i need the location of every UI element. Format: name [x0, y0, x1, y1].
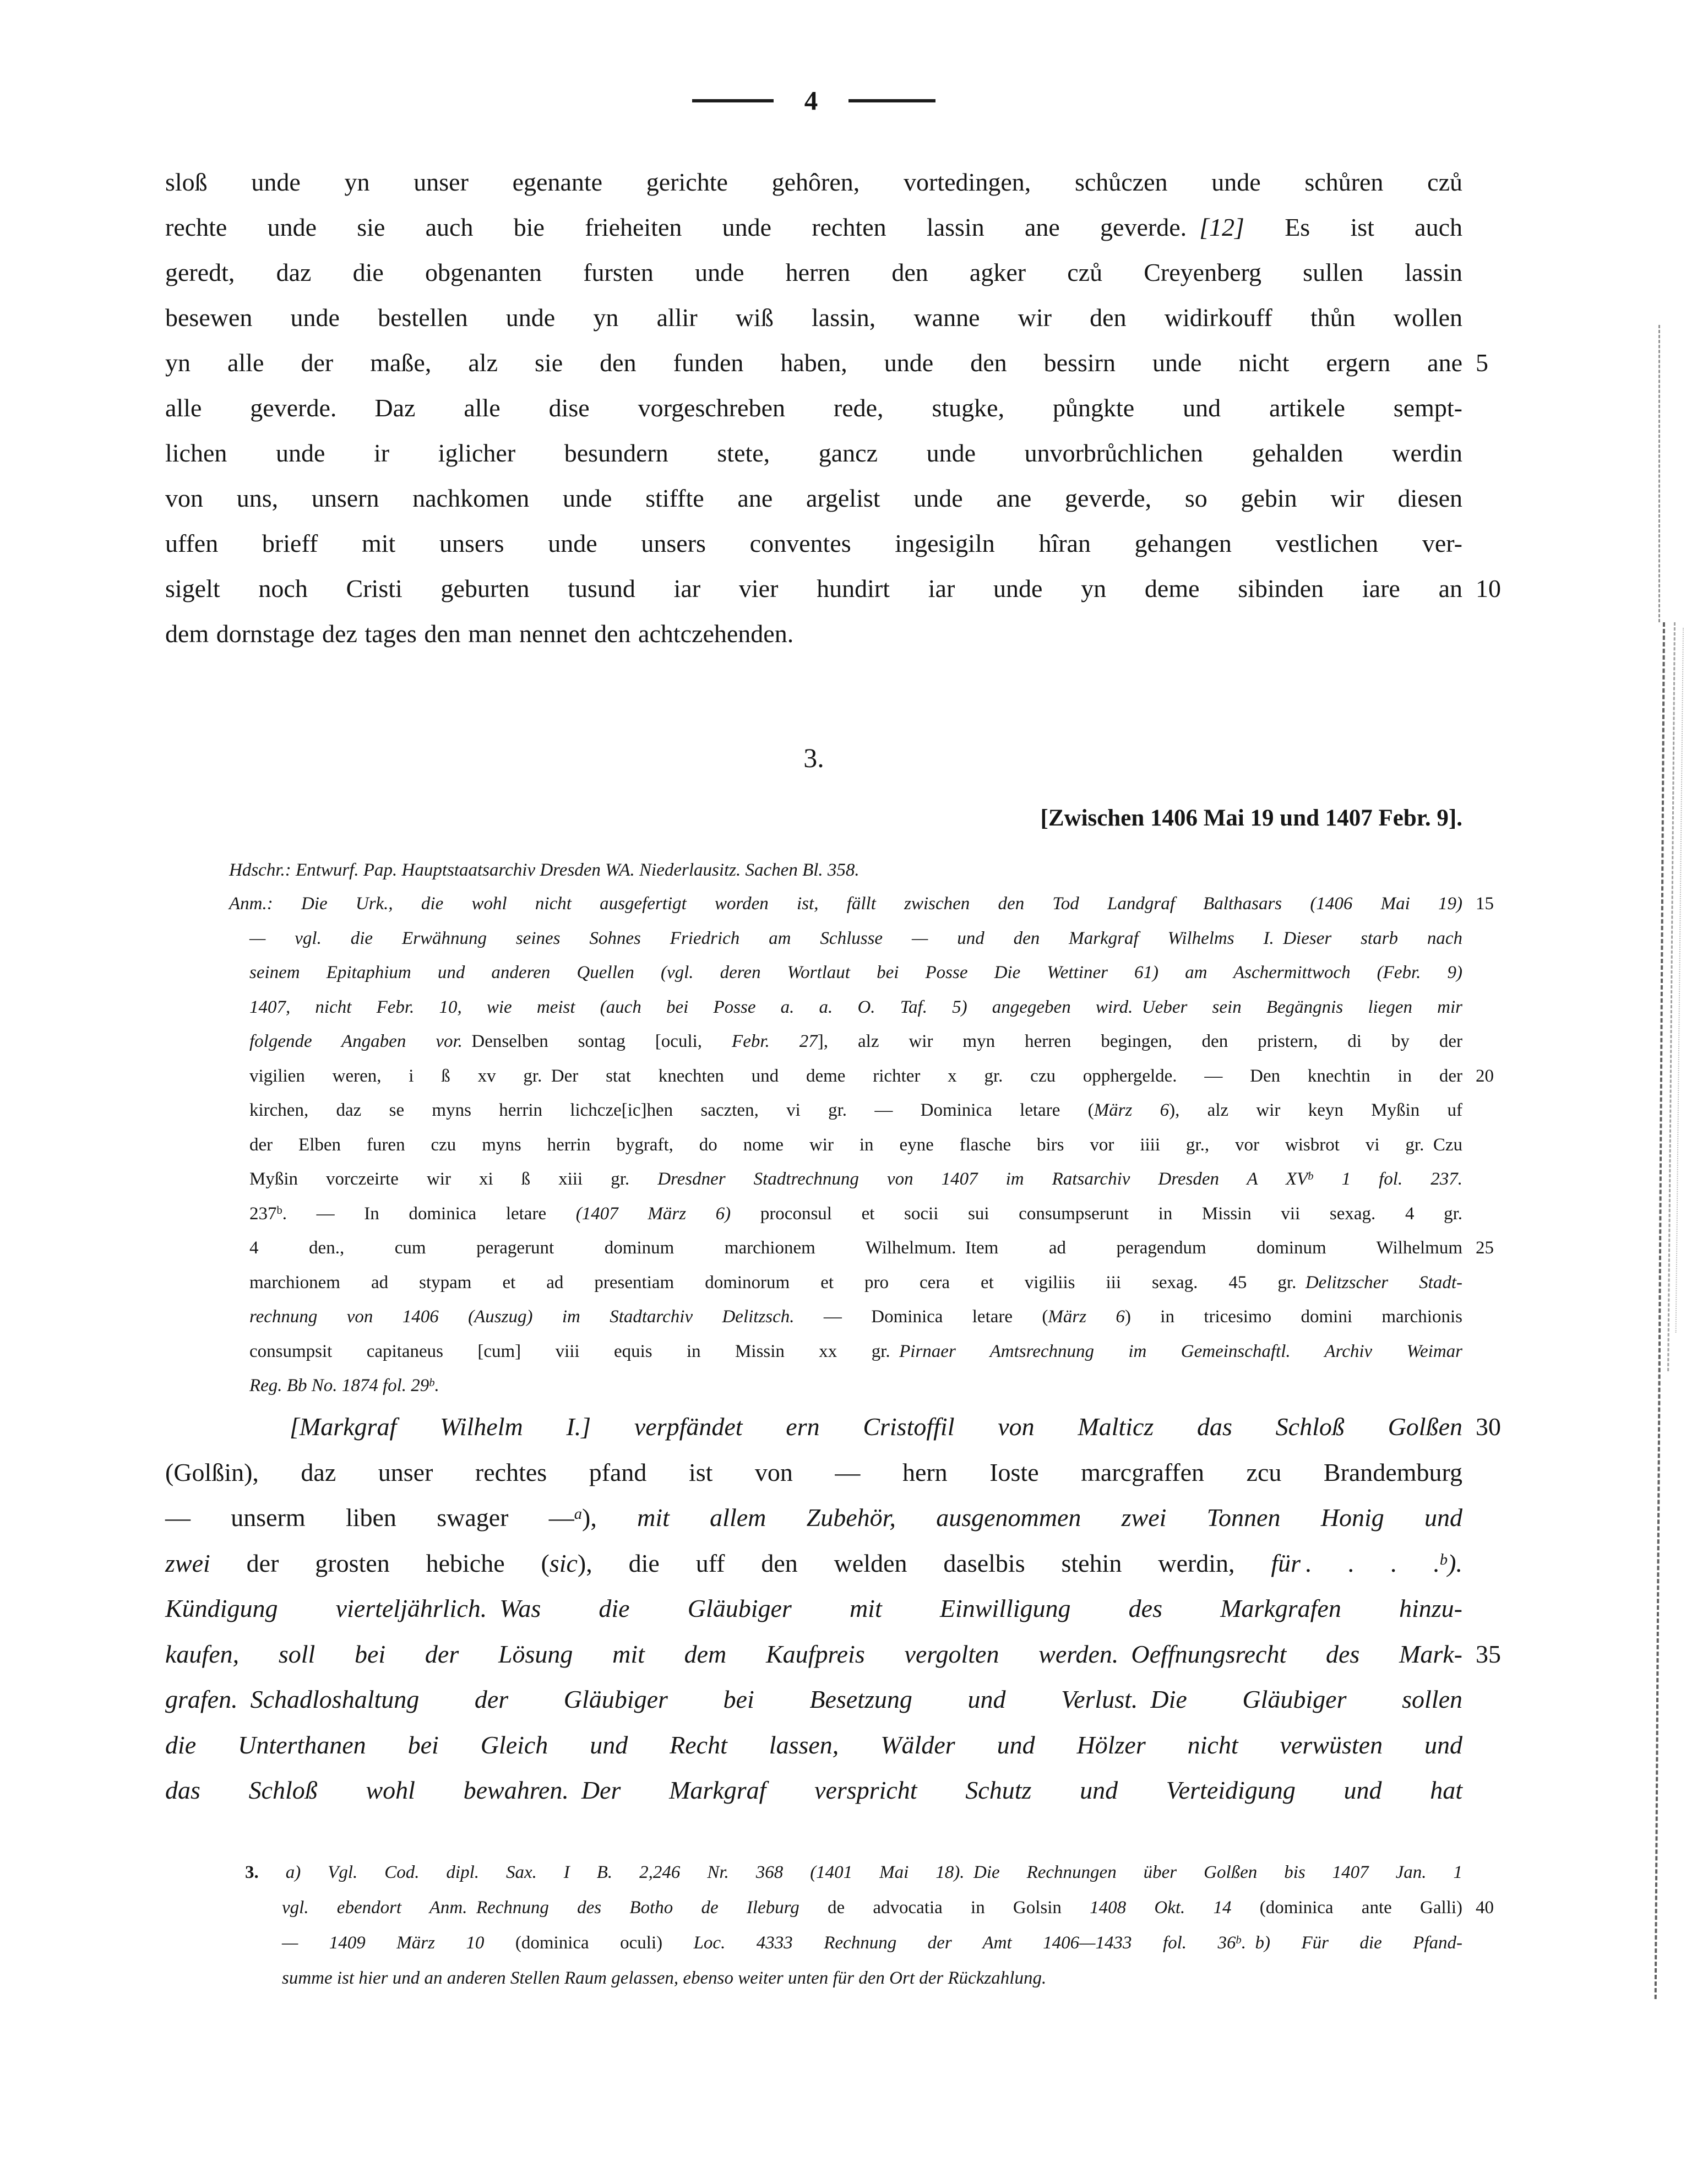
text-line [165, 250, 1462, 295]
text-segment: Loc. 4333 Rechnung der Amt 1406—1433 fol. 36 [693, 1933, 1236, 1953]
text-segment: summe ist hier und an anderen Stellen Raum gelassen, ebenso weiter unten für den Ort der Rückzahlung. [282, 1968, 1047, 1988]
text-segment: . [434, 1376, 439, 1395]
page-header [165, 82, 1462, 120]
text-segment: dem dornstage dez tages den man nennet den achtczehenden. [165, 620, 794, 648]
text-line [165, 295, 1462, 340]
text-segment: ), [582, 1503, 638, 1532]
text-line [165, 205, 1462, 250]
text-line [165, 1768, 1462, 1813]
text-segment: a) Vgl. Cod. dipl. Sax. I B. 2,246 Nr. 368 (1401 Mai 18). Die Rechnungen über Golßen bis 1407 Jan. 1 [258, 1862, 1462, 1882]
text-line [165, 521, 1462, 566]
page-number: 4 [804, 85, 818, 116]
text-segment: Pirnaer Amtsrechnung im Gemeinschaftl. Archiv Weimar [899, 1341, 1463, 1361]
text-segment: ], alz wir myn herren begingen, den pristern, di by der [817, 1031, 1463, 1051]
regest-paragraph [165, 1404, 1501, 1813]
text-line [229, 1300, 1462, 1334]
text-segment: marchionem ad stypam et ad presentiam dominorum et pro cera et vigiliis iii sexag. 45 gr. [249, 1272, 1306, 1293]
text-line [229, 1128, 1462, 1163]
text-segment: vgl. ebendort Anm. Rechnung des Botho de Ileburg [282, 1898, 828, 1918]
text-segment: b [429, 1376, 435, 1389]
text-segment: die Unterthanen bei Gleich und Recht lassen, Wälder und Hölzer nicht verwüsten und [165, 1730, 1462, 1759]
text-segment: consumpsit capitaneus [cum] viii equis in Missin xx gr. [249, 1341, 900, 1361]
text-line [229, 1369, 1462, 1403]
text-segment: der grosten hebiche ( [210, 1549, 550, 1577]
text-line [165, 431, 1462, 476]
text-segment: das Schloß wohl bewahren. Der Markgraf verspricht Schutz und Verteidigung und hat [165, 1776, 1462, 1804]
text-line [165, 1541, 1462, 1587]
text-segment: 1408 Okt. 14 [1090, 1898, 1260, 1918]
text-segment: a [574, 1506, 583, 1523]
text-segment: ). [1448, 1549, 1462, 1577]
text-segment: — 1409 März 10 [282, 1933, 515, 1953]
text-segment: ) in tricesimo domini marchionis [1124, 1307, 1462, 1327]
apparatus-note-block [229, 887, 1494, 1403]
text-segment: [Markgraf Wilhelm I.] verpfändet ern Cristoffil von Malticz das Schloß Golßen [290, 1413, 1462, 1441]
text-segment: geredt, daz die obgenanten fursten unde herren den agker czů Creyenberg sullen lassin [165, 258, 1462, 286]
text-line [229, 921, 1462, 956]
document-date: [Zwischen 1406 Mai 19 und 1407 Febr. 9]. [1040, 805, 1462, 831]
text-line [229, 1266, 1462, 1300]
text-line [245, 1925, 1462, 1961]
text-segment: März 6 [1048, 1307, 1125, 1327]
text-segment: grafen. Schadloshaltung der Gläubiger bei Besetzung und Verlust. Die Gläubiger sollen [165, 1685, 1462, 1713]
document-number-heading: 3. [803, 742, 824, 773]
text-line [165, 611, 1462, 656]
text-line [229, 1197, 1462, 1231]
text-segment: sloß unde yn unser egenante gerichte gehôren, vortedingen, schůczen unde schůren czů [165, 168, 1462, 196]
text-segment: 237 [249, 1203, 277, 1224]
margin-line-number: 15 [1476, 894, 1494, 914]
text-segment: Kündigung vierteljährlich. Was die Gläubiger mit Einwilligung des Markgrafen hinzu- [165, 1594, 1462, 1622]
text-segment: (1407 März 6) [575, 1203, 731, 1224]
text-segment: b [1439, 1551, 1448, 1568]
text-segment: März 6 [1094, 1100, 1170, 1120]
text-line [229, 1093, 1462, 1128]
text-line [165, 160, 1462, 205]
text-segment: (dominica ante Galli) [1259, 1898, 1462, 1918]
text-segment: folgende Angaben vor. [249, 1031, 472, 1051]
text-line [165, 566, 1501, 611]
text-segment: von uns, unsern nachkomen unde stiffte ane argelist unde ane geverde, so gebin wir diesen [165, 484, 1462, 512]
text-line [229, 1162, 1462, 1197]
text-segment: rechte unde sie auch bie frieheiten unde rechten lassin ane geverde. [165, 213, 1200, 241]
text-segment: rechnung von 1406 (Auszug) im Stadtarchiv Delitzsch. [249, 1307, 795, 1327]
text-segment: Es ist auch [1244, 213, 1462, 241]
text-line [229, 887, 1494, 921]
text-segment: Febr. 27 [732, 1031, 818, 1051]
text-line [229, 857, 1462, 883]
text-segment: Dresdner Stadtrechnung von 1407 im Ratsarchiv Dresden A XV [657, 1169, 1308, 1189]
text-segment: 1 fol. 237. [1313, 1169, 1462, 1189]
text-segment: für . . . . [1271, 1549, 1440, 1577]
text-segment: besewen unde bestellen unde yn allir wiß lassin, wanne wir den widirkouff thůn wollen [165, 303, 1462, 332]
text-segment: . — In dominica letare [282, 1203, 576, 1224]
margin-line-number: 5 [1476, 349, 1488, 377]
margin-line-number: 35 [1476, 1639, 1501, 1668]
text-line [165, 1632, 1501, 1677]
text-segment: Reg. Bb No. 1874 fol. 29 [249, 1376, 429, 1395]
text-line [229, 1334, 1462, 1369]
text-segment: ), alz wir keyn Myßin uf [1169, 1100, 1462, 1120]
text-segment: (Golßin), daz unser rechtes pfand ist von — hern Ioste marcgraffen zcu Brandemburg [165, 1458, 1462, 1486]
text-line [245, 1890, 1494, 1925]
text-segment: seinem Epitaphium und anderen Quellen (vgl. deren Wortlaut bei Posse Die Wettiner 61) am Aschermittwoch (Febr. 9) [249, 963, 1462, 982]
text-line [165, 1404, 1501, 1450]
text-segment: Anm.: Die Urk., die wohl nicht ausgefertigt worden ist, fällt zwischen den Tod Landgraf Balthasars (1406 Mai 19) [229, 894, 1462, 914]
text-segment: 1407, nicht Febr. 10, wie meist (auch bei Posse a. a. O. Taf. 5) angegeben wird. Ueber sein Begängnis liegen mir [249, 997, 1462, 1017]
text-segment: — vgl. die Erwähnung seines Sohnes Friedrich am Schlusse — und den Markgraf Wilhelms I. Dieser starb nach [249, 928, 1462, 948]
text-line [229, 1024, 1462, 1059]
scan-gutter-artifact [1667, 622, 1676, 1371]
text-segment: b [1236, 1934, 1242, 1946]
text-segment: — unserm liben swager — [165, 1503, 574, 1532]
text-line [245, 1855, 1462, 1890]
text-line [229, 1059, 1494, 1094]
text-segment: b [1308, 1170, 1314, 1182]
text-segment: 3. [245, 1862, 259, 1882]
text-segment: kirchen, daz se myns herrin lichcze[ic]hen saczten, vi gr. — Dominica letare ( [249, 1100, 1094, 1120]
text-segment: . b) Für die Pfand- [1241, 1933, 1462, 1953]
text-segment: proconsul et socii sui consumpserunt in Missin vii sexag. 4 gr. [731, 1203, 1462, 1224]
text-segment: kaufen, soll bei der Lösung mit dem Kaufpreis vergolten werden. Oeffnungsrecht des Mark- [165, 1639, 1462, 1668]
text-segment: b [276, 1204, 282, 1217]
text-line [245, 1961, 1462, 1996]
text-line [229, 990, 1462, 1025]
text-line [229, 1231, 1494, 1266]
text-segment: sigelt noch Cristi geburten tusund iar vier hundirt iar unde yn deme sibinden iare an [165, 574, 1462, 602]
text-segment: Myßin vorczeirte wir xi ß xiii gr. [249, 1169, 658, 1189]
text-segment: uffen brieff mit unsers unde unsers conventes ingesigiln hîran gehangen vestlichen ver- [165, 529, 1462, 557]
text-segment: alle geverde. Daz alle dise vorgeschreben rede, stugke, půngkte und artikele sempt- [165, 394, 1462, 422]
text-line [165, 1495, 1462, 1541]
text-segment: Denselben sontag [oculi, [471, 1031, 732, 1051]
margin-line-number: 10 [1476, 574, 1501, 602]
text-segment: der Elben furen czu myns herrin bygraft, do nome wir in eyne flasche birs vor iiii gr., vor wisbrot vi gr. Czu [249, 1134, 1462, 1155]
text-segment: sic [549, 1549, 578, 1577]
text-line [165, 1450, 1462, 1496]
text-segment: vigilien weren, i ß xv gr. Der stat knechten und deme richter x gr. czu opphergelde. — Den knechtin in der [249, 1066, 1462, 1086]
scan-gutter-artifact [1658, 325, 1660, 622]
text-line [165, 340, 1488, 385]
margin-line-number: 20 [1476, 1066, 1494, 1086]
scan-gutter-artifact [1655, 622, 1665, 1999]
text-segment: Delitzscher Stadt- [1305, 1272, 1462, 1293]
margin-line-number: 40 [1476, 1898, 1494, 1918]
text-segment: 4 den., cum peragerunt dominum marchionem Wilhelmum. Item ad peragendum dominum Wilhelmum [249, 1238, 1462, 1258]
header-rule-left [692, 99, 774, 102]
text-segment: [12] [1199, 213, 1244, 241]
text-segment: yn alle der maße, alz sie den funden haben, unde den bessirn unde nicht ergern ane [165, 349, 1462, 377]
text-line [165, 1723, 1462, 1768]
text-line [165, 476, 1462, 521]
text-line [229, 955, 1462, 990]
text-line [165, 385, 1462, 431]
text-segment: mit allem Zubehör, ausgenommen zwei Tonnen Honig und [637, 1503, 1462, 1532]
text-segment: Hdschr.: Entwurf. Pap. Hauptstaatsarchiv Dresden WA. Niederlausitz. Sachen Bl. 358. [229, 860, 860, 880]
footnote-block [245, 1855, 1494, 1996]
header-rule-right [848, 99, 935, 102]
text-segment: zwei [165, 1549, 210, 1577]
text-segment: ), die uff den welden daselbis stehin werdin, [577, 1549, 1271, 1577]
scan-gutter-artifact [1676, 628, 1684, 1333]
text-segment: — Dominica letare ( [794, 1307, 1048, 1327]
text-segment: lichen unde ir iglicher besundern stete, gancz unde unvorbrůchlichen gehalden werdin [165, 439, 1462, 467]
text-segment: (dominica oculi) [515, 1933, 694, 1953]
charter-text-paragraph [165, 160, 1501, 656]
manuscript-note [229, 857, 1462, 883]
text-line [165, 1677, 1462, 1723]
margin-line-number: 25 [1476, 1238, 1494, 1258]
text-line [165, 1586, 1462, 1632]
text-segment: de advocatia in Golsin [827, 1898, 1090, 1918]
margin-line-number: 30 [1476, 1413, 1501, 1441]
